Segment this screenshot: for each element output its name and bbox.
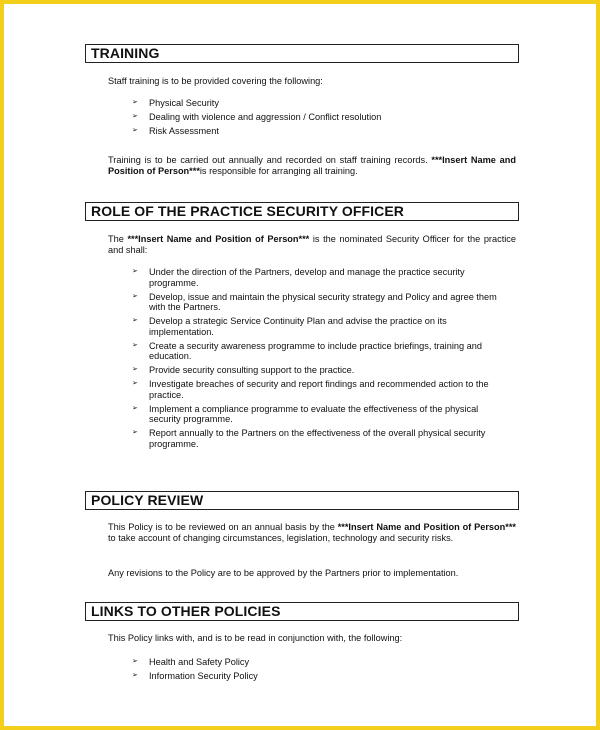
arrow-bullet-icon: ➢	[132, 127, 138, 134]
arrow-bullet-icon: ➢	[132, 366, 138, 373]
training-intro: Staff training is to be provided covering the following:	[108, 76, 323, 86]
arrow-bullet-icon: ➢	[132, 672, 138, 679]
role-intro: The ***Insert Name and Position of Person*** is the nominated Security Officer for the practice and shall:	[108, 234, 516, 256]
review-paragraph-1: This Policy is to be reviewed on an annual basis by the ***Insert Name and Position of Person*** to take account of changing circumstances, legislation, technology and security risks.	[108, 522, 516, 544]
list-item: ➢ Risk Assessment	[132, 126, 219, 136]
list-item: ➢ Information Security Policy	[132, 671, 258, 681]
links-heading: LINKS TO OTHER POLICIES	[85, 602, 519, 621]
list-item: ➢ Implement a compliance programme to evaluate the effectiveness of the physical security programme.	[132, 403, 479, 424]
list-item: ➢ Investigate breaches of security and report findings and recommended action to the practice.	[132, 379, 489, 400]
list-item: ➢ Develop, issue and maintain the physical security strategy and Policy and agree them with the Partners.	[132, 291, 497, 312]
arrow-bullet-icon: ➢	[132, 268, 138, 275]
role-list	[129, 267, 509, 453]
review-paragraph-2: Any revisions to the Policy are to be approved by the Partners prior to implementation.	[108, 568, 459, 578]
list-item: ➢ Provide security consulting support to the practice.	[132, 365, 355, 375]
arrow-bullet-icon: ➢	[132, 658, 138, 665]
arrow-bullet-icon: ➢	[132, 404, 138, 412]
arrow-bullet-icon: ➢	[132, 341, 138, 349]
arrow-bullet-icon: ➢	[132, 292, 138, 300]
role-heading: ROLE OF THE PRACTICE SECURITY OFFICER	[85, 202, 519, 221]
list-item: ➢ Report annually to the Partners on the effectiveness of the overall physical security programme.	[132, 428, 486, 449]
arrow-bullet-icon: ➢	[132, 113, 138, 120]
training-closing: Training is to be carried out annually and recorded on staff training records. ***Insert Name and Position of Person***is responsible for arranging all training.	[108, 155, 516, 177]
arrow-bullet-icon: ➢	[132, 317, 138, 324]
arrow-bullet-icon: ➢	[132, 99, 138, 106]
training-list	[129, 98, 509, 140]
review-heading: POLICY REVIEW	[85, 491, 519, 510]
links-list	[129, 657, 509, 685]
list-item: ➢ Develop a strategic Service Continuity Plan and advise the practice on its implementation.	[132, 316, 447, 337]
list-item: ➢ Under the direction of the Partners, develop and manage the practice security programme.	[132, 267, 465, 288]
arrow-bullet-icon: ➢	[132, 429, 138, 436]
training-heading: TRAINING	[85, 44, 519, 63]
document-page	[4, 4, 596, 726]
links-intro: This Policy links with, and is to be read in conjunction with, the following:	[108, 633, 403, 643]
list-item: ➢ Create a security awareness programme to include practice briefings, training and education.	[132, 340, 482, 361]
arrow-bullet-icon: ➢	[132, 380, 138, 387]
list-item: ➢ Dealing with violence and aggression / Conflict resolution	[132, 112, 382, 122]
list-item: ➢ Health and Safety Policy	[132, 657, 250, 667]
list-item: ➢ Physical Security	[132, 98, 219, 108]
